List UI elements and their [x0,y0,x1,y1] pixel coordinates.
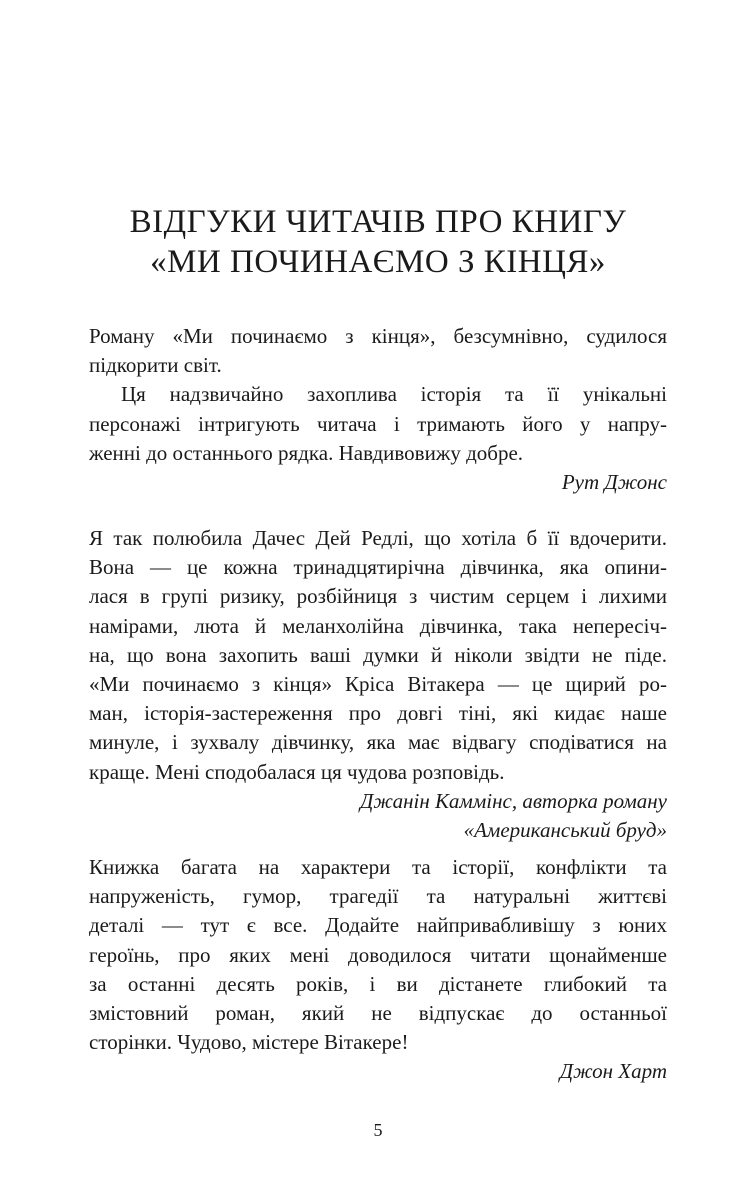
review-author: Джон Харт [559,1059,667,1084]
review-author: Рут Джонс [561,470,667,495]
review-text-line: змістовний роман, який не відпускає до останньої [89,1001,667,1026]
review-text-line: женні до останнього рядка. Навдивовижу добре. [89,440,524,465]
review-text-line: Я так полюбила Дачес Дей Редлі, що хотіла б її вдочерити. [89,526,667,550]
page-number: 5 [373,1120,383,1140]
review-text-line: ман, історія-застереження про довгі тіні, які кидає наше [89,701,667,726]
review-text-line: «Ми починаємо з кінця» Кріса Вітакера — це щирий ро- [89,672,667,697]
title-line-2: «МИ ПОЧИНАЄМО З КІНЦЯ» [150,244,606,280]
review-text-line: підкорити світ. [89,353,222,378]
review-text-line: лася в групі ризику, розбійниця з чистим серцем і лихими [89,584,667,609]
review-text-line: деталі — тут є все. Додайте найпривабливішу з юних [89,913,667,938]
review-author-book: «Американський бруд» [463,818,667,843]
review-text-line: намірами, люта й меланхолійна дівчинка, така непересіч- [89,613,667,638]
review-text-line: на, що вона захопить ваші думки й ніколи звідти не піде. [89,642,667,667]
review-jeanine-cummins [89,524,667,845]
title-line-1: ВІДГУКИ ЧИТАЧІВ ПРО КНИГУ [129,204,627,240]
review-text-line: за останні десять років, і ви дістанете глибокий та [89,971,667,996]
review-text-line: персонажі інтригують читача і тримають його у напру- [89,411,667,436]
review-text-line: Книжка багата на характери та історії, конфлікти та [89,855,667,879]
review-author: Джанін Каммінс, авторка роману [359,788,667,813]
review-text-line: Роману «Ми починаємо з кінця», безсумнівно, судилося [89,324,667,348]
review-text-line: напруженість, гумор, трагедії та натуральні життєві [89,884,667,909]
review-text-line: минуле, і зухвалу дівчинку, яка має відвагу сподіватися на [89,730,667,755]
review-text-line: Вона — це кожна тринадцятирічна дівчинка, яка опини- [89,555,667,580]
page-title [89,202,667,282]
review-text-line: героїнь, про яких мені доводилося читати щонайменше [89,942,667,967]
review-text-line: сторінки. Чудово, містере Вітакере! [89,1030,409,1055]
review-text-line: Ця надзвичайно захоплива історія та її унікальні [121,382,667,407]
review-text-line: краще. Мені сподобалася ця чудова розповідь. [89,759,505,784]
review-ruth-jones [89,322,667,497]
review-john-hart [89,853,667,1087]
